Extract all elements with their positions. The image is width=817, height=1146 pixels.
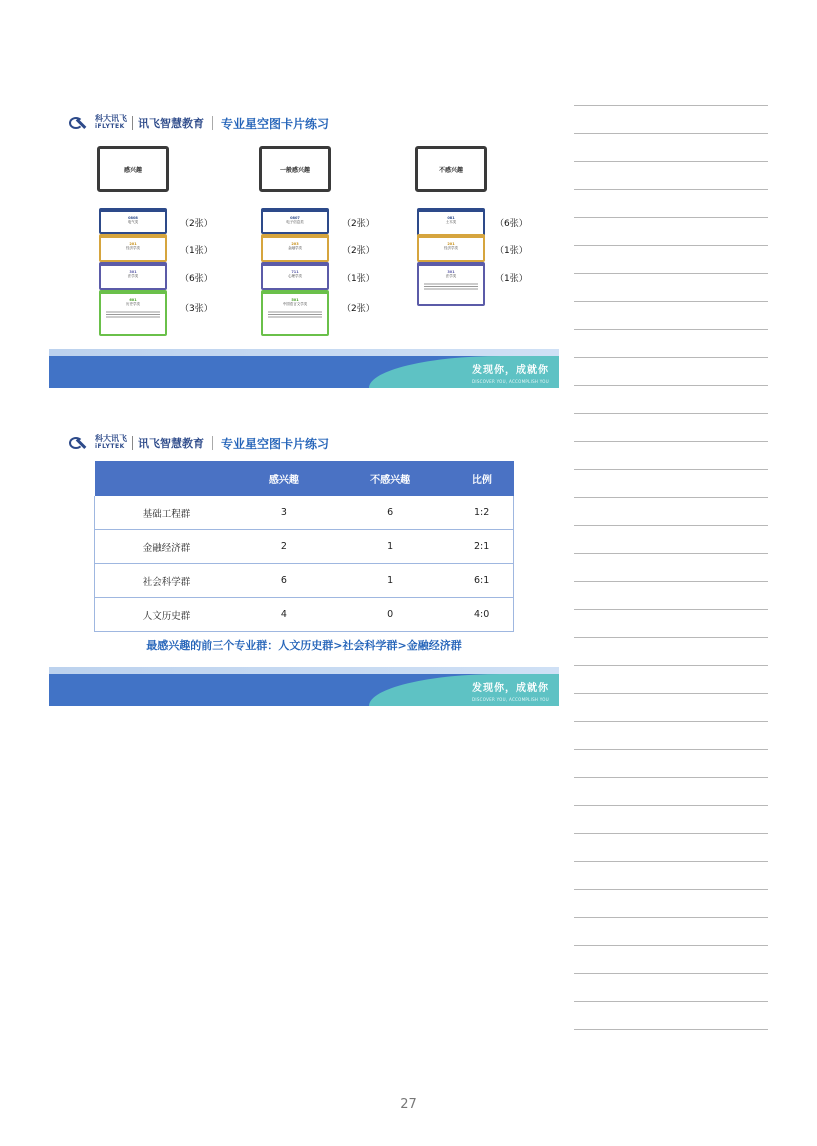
major-name: 法学类 bbox=[445, 274, 457, 278]
table-cell: 6 bbox=[330, 496, 451, 530]
major-name: 中国语言文学类 bbox=[282, 302, 308, 306]
note-line bbox=[574, 497, 768, 525]
table-cell: 1 bbox=[330, 564, 451, 598]
table-header-cell bbox=[95, 461, 239, 496]
card-count: （2张） bbox=[342, 219, 375, 229]
major-card bbox=[417, 262, 485, 306]
major-code: 203 bbox=[291, 242, 299, 246]
slide-footer bbox=[49, 343, 559, 388]
note-line bbox=[574, 665, 768, 693]
major-name: 经济学类 bbox=[126, 246, 140, 250]
slide-title: 专业星空图卡片练习 bbox=[221, 436, 330, 451]
table-cell: 6:1 bbox=[450, 564, 513, 598]
page-number: 27 bbox=[400, 1097, 417, 1112]
note-line bbox=[574, 217, 768, 245]
table-header-row bbox=[95, 461, 514, 496]
note-line bbox=[574, 805, 768, 833]
major-card bbox=[261, 234, 329, 262]
brand-name: 讯飞智慧教育 bbox=[138, 437, 204, 450]
major-code: 711 bbox=[291, 270, 299, 274]
card-count: （2张） bbox=[180, 219, 213, 229]
table-row bbox=[95, 564, 514, 598]
category-card bbox=[415, 146, 487, 192]
card-count: （1张） bbox=[342, 274, 375, 284]
major-code: 301 bbox=[447, 270, 455, 274]
slide-header bbox=[69, 112, 329, 134]
table-cell: 4:0 bbox=[450, 598, 513, 632]
card-count: （1张） bbox=[495, 246, 528, 256]
note-line bbox=[574, 777, 768, 805]
table-cell: 社会科学群 bbox=[95, 564, 239, 598]
brand-name: 讯飞智慧教育 bbox=[138, 117, 204, 130]
table-header-cell: 感兴趣 bbox=[238, 461, 330, 496]
logo-divider bbox=[132, 116, 133, 130]
major-name: 历史学类 bbox=[126, 302, 140, 306]
note-line bbox=[574, 413, 768, 441]
major-card bbox=[417, 208, 485, 236]
major-name: 经济学类 bbox=[444, 246, 458, 250]
slogan-en: DISCOVER YOU, ACCOMPLISH YOU bbox=[471, 379, 549, 384]
major-card bbox=[99, 234, 167, 262]
major-name: 土木类 bbox=[445, 220, 457, 224]
logo-divider bbox=[132, 436, 133, 450]
table-cell: 1 bbox=[330, 530, 451, 564]
note-line bbox=[574, 693, 768, 721]
major-code: 501 bbox=[291, 298, 299, 302]
major-name: 金融学类 bbox=[288, 246, 302, 250]
iflytek-logo-icon bbox=[69, 115, 91, 131]
major-code: 601 bbox=[129, 298, 137, 302]
summary-text: 最感兴趣的前三个专业群：人文历史群>社会科学群>金融经济群 bbox=[146, 639, 462, 652]
table-row bbox=[95, 530, 514, 564]
table-row bbox=[95, 496, 514, 530]
title-divider bbox=[212, 116, 213, 130]
slide-header bbox=[69, 432, 329, 454]
note-line bbox=[574, 161, 768, 189]
iflytek-logo-icon bbox=[69, 435, 91, 451]
category-card bbox=[97, 146, 169, 192]
note-line bbox=[574, 833, 768, 861]
major-code: 081 bbox=[447, 216, 455, 220]
note-line bbox=[574, 553, 768, 581]
slide-title: 专业星空图卡片练习 bbox=[221, 116, 330, 131]
major-name: 电子信息类 bbox=[286, 220, 304, 224]
major-card bbox=[99, 262, 167, 290]
major-code: 0808 bbox=[128, 216, 138, 220]
table-cell: 6 bbox=[238, 564, 330, 598]
slogan: 发现你，成就你 bbox=[472, 365, 549, 376]
table-cell: 基础工程群 bbox=[95, 496, 239, 530]
note-line bbox=[574, 469, 768, 497]
table-cell: 人文历史群 bbox=[95, 598, 239, 632]
major-card bbox=[99, 290, 167, 336]
note-line bbox=[574, 133, 768, 161]
table-header-cell: 不感兴趣 bbox=[330, 461, 451, 496]
note-line bbox=[574, 105, 768, 133]
slogan: 发现你，成就你 bbox=[472, 683, 549, 694]
note-line bbox=[574, 189, 768, 217]
card-count: （3张） bbox=[180, 304, 213, 314]
slogan-en: DISCOVER YOU, ACCOMPLISH YOU bbox=[471, 697, 549, 702]
card-count: （6张） bbox=[180, 274, 213, 284]
note-line bbox=[574, 329, 768, 357]
major-code: 301 bbox=[129, 270, 137, 274]
note-line bbox=[574, 917, 768, 945]
table-cell: 4 bbox=[238, 598, 330, 632]
note-line bbox=[574, 385, 768, 413]
note-line bbox=[574, 441, 768, 469]
note-line bbox=[574, 889, 768, 917]
slide-card-practice bbox=[49, 100, 559, 388]
note-line bbox=[574, 721, 768, 749]
title-divider bbox=[212, 436, 213, 450]
table-cell: 2:1 bbox=[450, 530, 513, 564]
table-cell: 0 bbox=[330, 598, 451, 632]
table-header-cell: 比例 bbox=[450, 461, 513, 496]
category-card bbox=[259, 146, 331, 192]
major-card bbox=[261, 208, 329, 234]
category-label: 感兴趣 bbox=[123, 167, 142, 174]
card-count: （2张） bbox=[342, 304, 375, 314]
category-label: 一般感兴趣 bbox=[279, 167, 310, 174]
major-code: 0807 bbox=[290, 216, 300, 220]
major-name: 法学类 bbox=[127, 274, 139, 278]
card-count: （1张） bbox=[495, 274, 528, 284]
note-line bbox=[574, 861, 768, 889]
major-card bbox=[417, 234, 485, 262]
note-line bbox=[574, 301, 768, 329]
major-card bbox=[261, 290, 329, 336]
card-count: （1张） bbox=[180, 246, 213, 256]
slide-footer bbox=[49, 661, 559, 706]
category-label: 不感兴趣 bbox=[438, 167, 463, 174]
table-cell: 金融经济群 bbox=[95, 530, 239, 564]
note-line bbox=[574, 637, 768, 665]
note-line bbox=[574, 525, 768, 553]
major-card bbox=[99, 208, 167, 234]
note-line bbox=[574, 1001, 768, 1029]
major-name: 电气类 bbox=[127, 220, 139, 224]
note-line bbox=[574, 273, 768, 301]
note-line bbox=[574, 1029, 768, 1057]
card-count: （6张） bbox=[495, 219, 528, 229]
table-cell: 2 bbox=[238, 530, 330, 564]
note-line bbox=[574, 973, 768, 1001]
note-line bbox=[574, 945, 768, 973]
table-cell: 3 bbox=[238, 496, 330, 530]
logo-text: 科大讯飞 iFLYTEK bbox=[95, 434, 127, 450]
interest-table bbox=[94, 461, 514, 632]
major-code: 201 bbox=[129, 242, 137, 246]
major-card bbox=[261, 262, 329, 290]
major-code: 201 bbox=[447, 242, 455, 246]
card-count: （2张） bbox=[342, 246, 375, 256]
slide-summary-table bbox=[49, 420, 559, 706]
logo-text: 科大讯飞 iFLYTEK bbox=[95, 114, 127, 130]
note-line bbox=[574, 581, 768, 609]
note-lines bbox=[574, 105, 768, 1057]
table-cell: 1:2 bbox=[450, 496, 513, 530]
table-row bbox=[95, 598, 514, 632]
note-line bbox=[574, 357, 768, 385]
note-line bbox=[574, 245, 768, 273]
major-name: 心理学类 bbox=[288, 274, 302, 278]
note-line bbox=[574, 749, 768, 777]
note-line bbox=[574, 609, 768, 637]
